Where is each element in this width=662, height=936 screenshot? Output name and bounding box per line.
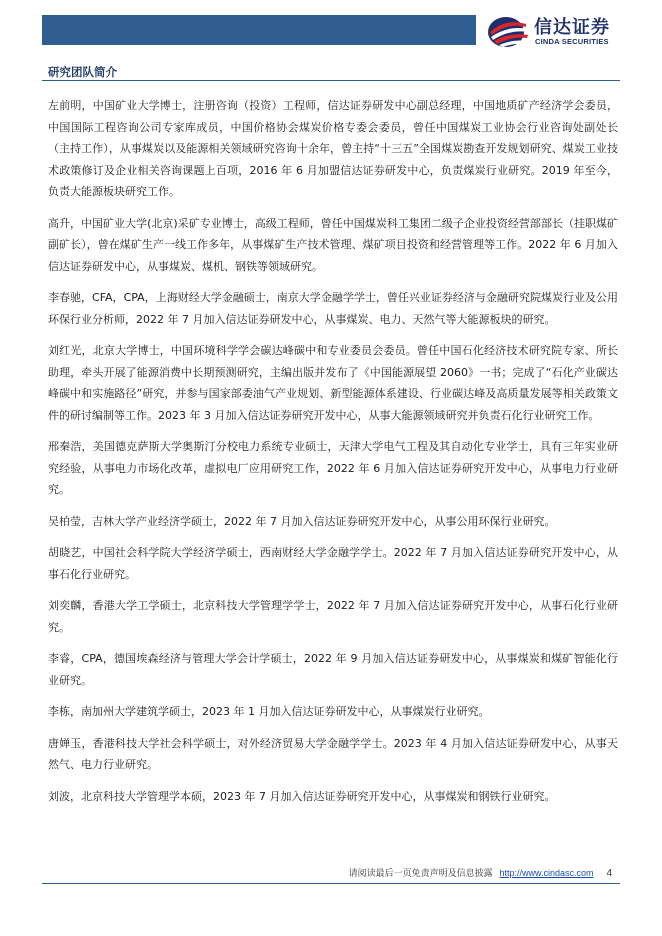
cinda-logo-mark-icon	[486, 14, 530, 50]
bio-paragraph: 左前明，中国矿业大学博士，注册咨询（投资）工程师，信达证券研发中心副总经理，中国地质矿产经济学会委员，中国国际工程咨询公司专家库成员，中国价格协会煤炭价格专委会委员，曾任中国煤炭工业协会行业咨询处副处长（主持工作），从事煤炭以及能源相关领域研究咨询十余年，曾主持“十三五”全国煤炭勘查开发规划研究、煤炭工业技术政策修订及企业相关咨询课题上百项，2016 年 6 月加盟信达证券研发中心，负责煤炭行业研究。2019 年至今，负责大能源板块研究工作。	[48, 99, 618, 198]
logo-english-name: CINDA SECURITIES	[535, 37, 609, 46]
bio-paragraph: 吴柏莹，吉林大学产业经济学硕士，2022 年 7 月加入信达证券研究开发中心，从事公用环保行业研究。	[48, 514, 556, 528]
cinda-logo	[486, 12, 636, 52]
footer-website-link[interactable]: http://www.cindasc.com	[499, 868, 594, 878]
section-title: 研究团队简介	[48, 65, 117, 79]
bio-paragraph: 李睿，CPA，德国埃森经济与管理大学会计学硕士，2022 年 9 月加入信达证券研发中心，从事煤炭和煤矿智能化行业研究。	[48, 652, 618, 687]
page-footer	[349, 866, 612, 879]
bio-paragraph: 高升，中国矿业大学(北京)采矿专业博士，高级工程师，曾任中国煤炭科工集团二级子企业投资经营部部长（挂职煤矿副矿长），曾在煤矿生产一线工作多年，从事煤矿生产技术管理、煤矿项目投资和经营管理等工作。2022 年 6 月加入信达证券研发中心，从事煤炭、煤机、钢铁等领域研究。	[48, 216, 618, 273]
footer-disclaimer: 请阅读最后一页免责声明及信息披露	[348, 869, 493, 879]
bio-paragraph: 胡晓艺，中国社会科学院大学经济学硕士，西南财经大学金融学学士。2022 年 7 月加入信达证券研究开发中心，从事石化行业研究。	[48, 546, 618, 581]
page-number: 4	[606, 868, 612, 879]
bio-paragraph: 刘波，北京科技大学管理学本硕，2023 年 7 月加入信达证券研究开发中心，从事煤炭和钢铁行业研究。	[48, 789, 556, 803]
bio-paragraph: 李栋，南加州大学建筑学硕士，2023 年 1 月加入信达证券研发中心，从事煤炭行业研究。	[48, 705, 490, 718]
bio-paragraph: 刘红光，北京大学博士，中国环境科学学会碳达峰碳中和专业委员会委员。曾任中国石化经济技术研究院专家、所长助理，牵头开展了能源消费中长期预测研究，主编出版并发布了《中国能源展望 2060》一书；完成了“石化产业碳达峰碳中和实施路径”研究，并参与国家部委油气产业规划、新型能源体系建设、行业碳达峰及高质量发展等相关政策文件的研讨编制等工作。2023 年 3 月加入信达证券研究开发中心，从事大能源领域研究并负责石化行业研究工作。	[48, 344, 618, 422]
team-bios	[48, 95, 618, 817]
bio-paragraph: 李春驰，CFA，CPA，上海财经大学金融硕士，南京大学金融学学士，曾任兴业证券经济与金融研究院煤炭行业及公用环保行业分析师，2022 年 7 月加入信达证券研发中心，从事煤炭、电力、天然气等大能源板块的研究。	[48, 291, 618, 326]
logo-chinese-name: 信达证券	[534, 17, 610, 38]
title-divider	[42, 80, 620, 81]
bio-paragraph: 唐婵玉，香港科技大学社会科学硕士，对外经济贸易大学金融学学士。2023 年 4 月加入信达证券研发中心，从事天然气、电力行业研究。	[48, 736, 618, 771]
bio-paragraph: 邢秦浩，美国德克萨斯大学奥斯汀分校电力系统专业硕士，天津大学电气工程及其自动化专业学士，具有三年实业研究经验，从事电力市场化改革，虚拟电厂应用研究工作，2022 年 6 月加入信达证券研究开发中心，从事电力行业研究。	[48, 440, 618, 496]
header-band	[42, 15, 476, 45]
footer-divider	[42, 883, 620, 884]
bio-paragraph: 刘奕麟，香港大学工学硕士，北京科技大学管理学学士，2022 年 7 月加入信达证券研究开发中心，从事石化行业研究。	[48, 599, 618, 634]
